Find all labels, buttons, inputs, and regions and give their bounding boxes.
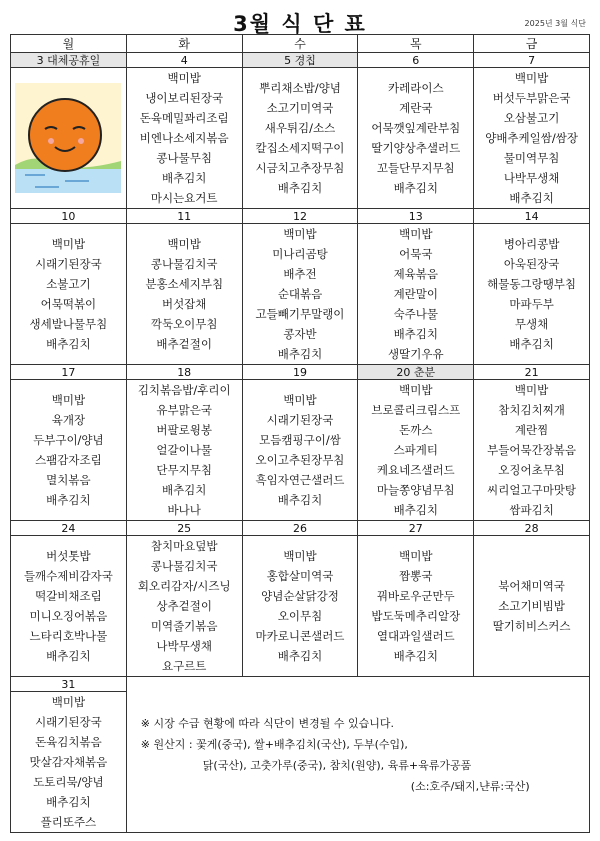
menu-item: 느타리호박나물 — [29, 629, 108, 643]
date-cell-wed: 19 — [242, 365, 358, 380]
menu-item: 도토리묵/양념 — [33, 775, 104, 789]
menu-item: 분홍소세지부침 — [145, 277, 224, 291]
menu-item: 부들어묵간장볶음 — [487, 443, 577, 457]
menu-cell-fri — [474, 68, 590, 209]
menu-item: 멸치볶음 — [46, 473, 91, 487]
menu-item: 쌈파김치 — [509, 503, 554, 517]
menu-item: 오이무침 — [277, 609, 323, 623]
date-cell-mon: 24 — [11, 521, 127, 536]
menu-item: 백미밥 — [514, 71, 549, 85]
date-row — [11, 521, 590, 536]
date-cell-tue: 18 — [126, 365, 242, 380]
menu-item: 배추김치 — [161, 171, 207, 185]
weekday-header-row — [11, 35, 590, 53]
menu-item: 배추김치 — [393, 649, 438, 663]
menu-cell-wed — [242, 536, 358, 677]
menu-item: 제육볶음 — [393, 267, 438, 281]
menu-item: 홍합살미역국 — [266, 569, 334, 583]
menu-item: 계란말이 — [393, 287, 438, 301]
menu-item: 백미밥 — [283, 549, 317, 563]
menu-item: 케요네즈샐러드 — [376, 463, 455, 477]
date-row — [11, 677, 590, 692]
menu-item: 시래기된장국 — [35, 715, 102, 729]
menu-cell-fri — [474, 224, 590, 365]
date-cell-fri: 14 — [474, 209, 590, 224]
notice-line: (소:호주/돼지,냔류:국산) — [410, 779, 530, 793]
menu-item: 순대볶음 — [277, 287, 323, 301]
date-cell-tue: 11 — [126, 209, 242, 224]
menu-cell-fri — [474, 536, 590, 677]
menu-item: 병아리콩밥 — [503, 237, 560, 251]
menu-cell-wed — [242, 68, 358, 209]
menu-item: 밥도둑메추리알장 — [371, 609, 461, 623]
menu-cell-tue — [126, 68, 242, 209]
menu-item: 생세발나물무침 — [29, 317, 108, 331]
date-cell-fri: 7 — [474, 53, 590, 68]
menu-item: 소고기미역국 — [266, 101, 334, 115]
menu-item: 칼집소세지떡구이 — [255, 141, 345, 155]
date-cell-mon: 3 대체공휴일 — [11, 53, 127, 68]
notice-box — [126, 677, 589, 833]
menu-item: 참치김치찌개 — [498, 403, 565, 417]
menu-item: 아욱된장국 — [503, 257, 560, 271]
menu-item: 생딸기우유 — [388, 347, 444, 361]
menu-cell-tue — [126, 224, 242, 365]
menu-item: 카레라이스 — [388, 81, 444, 95]
menu-item: 백미밥 — [399, 227, 433, 241]
menu-item: 백미밥 — [283, 227, 317, 241]
date-cell-mon: 31 — [11, 677, 127, 692]
menu-item: 배추김치 — [46, 493, 91, 507]
weekday-thu: 목 — [358, 35, 474, 53]
menu-item: 씨리얼고구마맛탕 — [487, 483, 577, 497]
menu-item: 북어채미역국 — [498, 579, 565, 593]
menu-item: 백미밥 — [51, 695, 86, 709]
menu-item: 배추김치 — [509, 191, 554, 205]
menu-item: 바나나 — [167, 503, 201, 517]
menu-item: 돈육메밀꽈리조림 — [139, 111, 229, 125]
date-cell-thu: 6 — [358, 53, 474, 68]
menu-item: 플리또주스 — [40, 815, 97, 829]
date-cell-fri: 21 — [474, 365, 590, 380]
notice-line: ※ 시장 수급 현황에 따라 식단이 변경될 수 있습니다. — [140, 716, 395, 730]
weekday-fri: 금 — [474, 35, 590, 53]
menu-item: 백미밥 — [399, 383, 433, 397]
menu-item: 모듬캠핑구이/쌈 — [259, 433, 341, 447]
menu-item: 두부구이/양념 — [33, 433, 104, 447]
menu-item: 양념순살닭강정 — [261, 589, 339, 603]
menu-item: 백미밥 — [167, 237, 201, 251]
menu-item: 맛살감자채볶음 — [29, 755, 108, 769]
menu-item: 시래기된장국 — [266, 413, 334, 427]
date-cell-tue: 25 — [126, 521, 242, 536]
menu-item: 상추겉절이 — [156, 599, 212, 613]
menu-item: 고들빼기무말랭이 — [255, 307, 345, 321]
date-cell-thu: 27 — [358, 521, 474, 536]
menu-item: 배추김치 — [393, 503, 438, 517]
notice-line: 닭(국산), 고춧가루(중국), 참치(원양), 육류+육류가공품 — [202, 758, 472, 772]
menu-cell-mon — [11, 224, 127, 365]
menu-item: 버팔로윙봉 — [156, 423, 212, 437]
menu-row — [11, 68, 590, 209]
menu-item: 백미밥 — [51, 393, 86, 407]
menu-item: 딸기양상추샐러드 — [371, 141, 461, 155]
menu-item: 계란국 — [399, 101, 433, 115]
menu-item: 뿌리채소밥/양념 — [259, 81, 341, 95]
menu-item: 백미밥 — [51, 237, 86, 251]
menu-item: 배추김치 — [46, 337, 91, 351]
weekday-mon: 월 — [11, 35, 127, 53]
date-cell-wed: 12 — [242, 209, 358, 224]
menu-item: 콩나물김치국 — [150, 559, 218, 573]
menu-cell-wed — [242, 380, 358, 521]
date-cell-thu: 13 — [358, 209, 474, 224]
menu-item: 마파두부 — [509, 297, 554, 311]
menu-item: 배추김치 — [277, 347, 323, 361]
menu-item: 유부맑은국 — [156, 403, 212, 417]
menu-item: 배추김치 — [46, 795, 91, 809]
date-row — [11, 365, 590, 380]
menu-item: 무생채 — [514, 317, 549, 331]
menu-item: 배추김치 — [277, 649, 323, 663]
menu-item: 소불고기 — [46, 277, 91, 291]
menu-item: 배추겉절이 — [156, 337, 212, 351]
notice-line: ※ 원산지 : 꽃게(중국), 쌀+배추김치(국산), 두부(수입), — [140, 737, 408, 751]
menu-item: 나박무생채 — [503, 171, 560, 185]
menu-cell-thu — [358, 68, 474, 209]
menu-item: 어묵떡볶이 — [40, 297, 97, 311]
menu-item: 배추김치 — [393, 181, 438, 195]
menu-item: 들깨수제비감자국 — [23, 569, 113, 583]
menu-item: 열대과일샐러드 — [376, 629, 455, 643]
menu-cell-mon — [11, 68, 127, 209]
menu-item: 어묵깻잎계란부침 — [371, 121, 461, 135]
menu-item: 백미밥 — [167, 71, 201, 85]
menu-cell-tue — [126, 536, 242, 677]
menu-item: 어묵국 — [399, 247, 433, 261]
date-cell-mon: 17 — [11, 365, 127, 380]
menu-item: 브로콜리크림스프 — [371, 403, 461, 417]
date-cell-thu: 20 춘분 — [358, 365, 474, 380]
menu-item: 버섯두부맑은국 — [492, 91, 571, 105]
menu-item: 김치볶음밥/후리이 — [137, 383, 231, 397]
menu-item: 숙주나물 — [393, 307, 438, 321]
menu-item: 깍둑오이무침 — [150, 317, 218, 331]
menu-item: 시금치고추장무침 — [255, 161, 345, 175]
menu-item: 배추김치 — [161, 483, 207, 497]
menu-item: 돈까스 — [399, 423, 433, 437]
menu-item: 미니오징어볶음 — [29, 609, 108, 623]
menu-item: 나박무생채 — [156, 639, 212, 653]
menu-cell-mon — [11, 692, 127, 833]
date-row — [11, 209, 590, 224]
menu-cell-thu — [358, 224, 474, 365]
menu-item: 양배추케일쌈/쌈장 — [485, 131, 578, 145]
menu-item: 배추김치 — [509, 337, 554, 351]
menu-item: 얼갈이나물 — [156, 443, 212, 457]
menu-item: 배추김치 — [277, 181, 323, 195]
date-cell-wed: 5 경칩 — [242, 53, 358, 68]
page-title: 3월 식 단 표 — [233, 12, 367, 36]
menu-date: 2025년 3월 식단 — [524, 19, 586, 28]
menu-item: 딸기히비스커스 — [492, 619, 571, 633]
menu-item: 미나리곰탕 — [272, 247, 328, 261]
menu-item: 스파게티 — [393, 443, 438, 457]
sun-sunset-icon — [11, 70, 126, 206]
menu-item: 버섯잡채 — [161, 297, 207, 311]
menu-item: 해물동그랑땡부침 — [487, 277, 577, 291]
date-cell-mon: 10 — [11, 209, 127, 224]
menu-row — [11, 224, 590, 365]
menu-item: 오삼불고기 — [503, 111, 560, 125]
menu-item: 콩나물무침 — [156, 151, 212, 165]
menu-item: 요구르트 — [161, 659, 207, 673]
menu-item: 돈육김치볶음 — [35, 735, 102, 749]
date-row — [11, 53, 590, 68]
menu-item: 떡갈비채조림 — [35, 589, 102, 603]
menu-item: 새우튀김/소스 — [264, 121, 336, 135]
menu-item: 비엔나소세지볶음 — [139, 131, 229, 145]
menu-cell-mon — [11, 380, 127, 521]
menu-item: 꿔바로우군만두 — [376, 589, 455, 603]
menu-item: 배추김치 — [46, 649, 91, 663]
menu-item: 마늘쫑양념무침 — [376, 483, 455, 497]
menu-item: 단무지무침 — [156, 463, 212, 477]
menu-cell-tue — [126, 380, 242, 521]
menu-cell-thu — [358, 536, 474, 677]
menu-item: 백미밥 — [283, 393, 317, 407]
date-cell-wed: 26 — [242, 521, 358, 536]
menu-item: 배추김치 — [393, 327, 438, 341]
menu-row — [11, 536, 590, 677]
menu-item: 짬뽕국 — [399, 569, 433, 583]
menu-row — [11, 380, 590, 521]
menu-item: 흑임자연근샐러드 — [255, 473, 345, 487]
menu-item: 마카로니콘샐러드 — [255, 629, 345, 643]
menu-item: 버섯톳밥 — [46, 549, 91, 563]
weekday-tue: 화 — [126, 35, 242, 53]
date-cell-fri: 28 — [474, 521, 590, 536]
menu-item: 스팸감자조림 — [35, 453, 102, 467]
menu-item: 물미역무침 — [503, 151, 560, 165]
menu-cell-mon — [11, 536, 127, 677]
menu-item: 시래기된장국 — [35, 257, 102, 271]
menu-item: 배추김치 — [277, 493, 323, 507]
date-cell-tue: 4 — [126, 53, 242, 68]
menu-cell-fri — [474, 380, 590, 521]
menu-item: 오이고추된장무침 — [255, 453, 345, 467]
menu-item: 회오리감자/시즈닝 — [137, 579, 231, 593]
menu-table — [10, 34, 590, 833]
menu-item: 백미밥 — [514, 383, 549, 397]
menu-item: 배추전 — [283, 267, 317, 281]
menu-item: 콩자반 — [283, 327, 317, 341]
menu-item: 계란찜 — [514, 423, 549, 437]
menu-item: 마시는요거트 — [150, 191, 218, 205]
weekday-wed: 수 — [242, 35, 358, 53]
menu-item: 미역줄기볶음 — [150, 619, 218, 633]
menu-item: 백미밥 — [399, 549, 433, 563]
menu-item: 육개장 — [51, 413, 86, 427]
menu-item: 냉이보리된장국 — [145, 91, 224, 105]
menu-cell-thu — [358, 380, 474, 521]
menu-item: 참치마요덮밥 — [150, 539, 218, 553]
menu-item: 오징어초무침 — [498, 463, 565, 477]
menu-item: 소고기비빔밥 — [498, 599, 565, 613]
menu-item: 콩나물김치국 — [150, 257, 218, 271]
menu-item: 꼬들단무지무침 — [376, 161, 455, 175]
menu-cell-wed — [242, 224, 358, 365]
